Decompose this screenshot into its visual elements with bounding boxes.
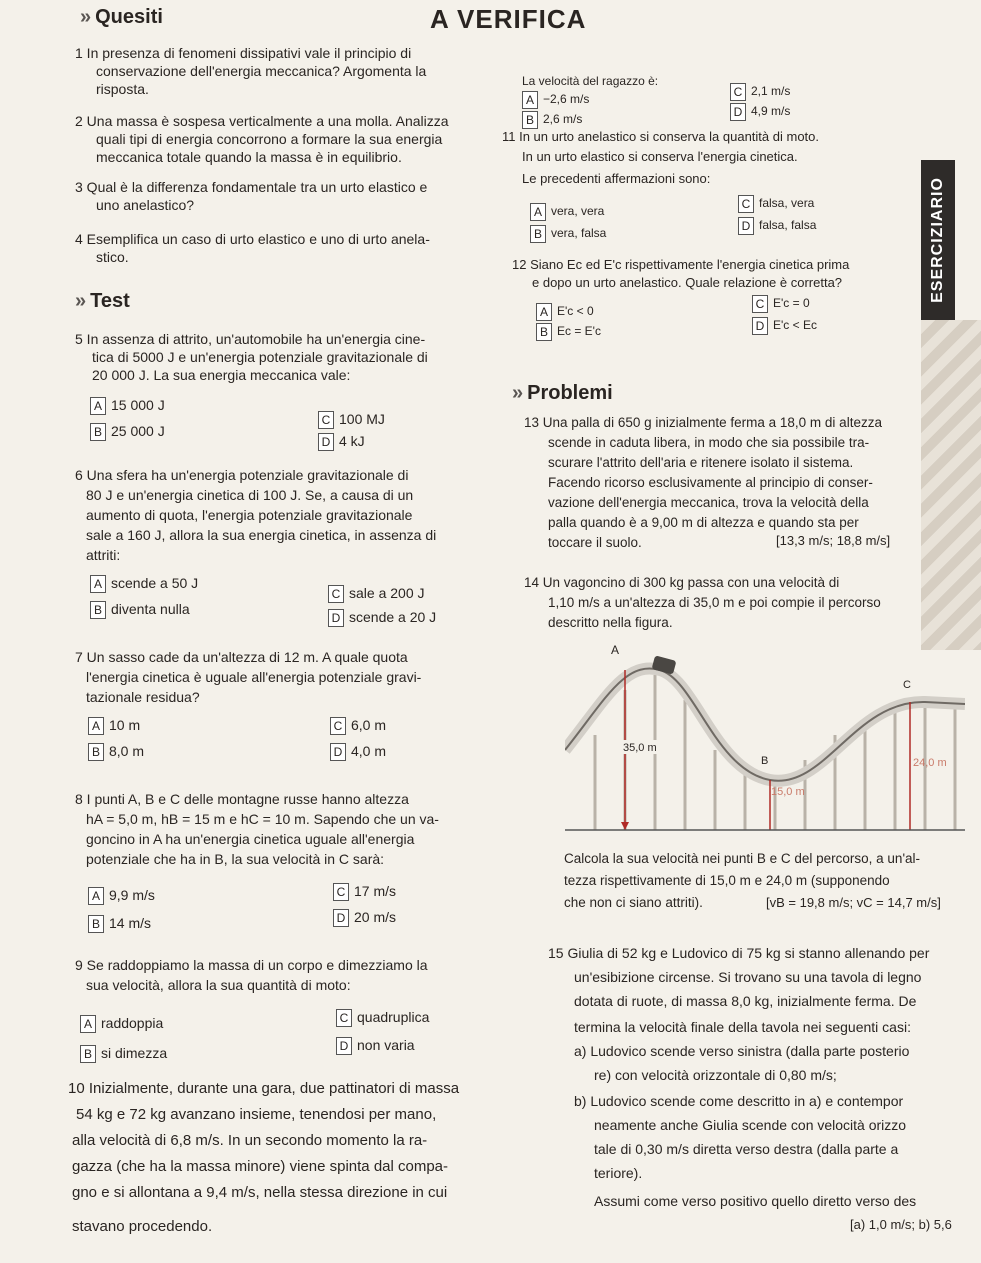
q10-line: alla velocità di 6,8 m/s. In un secondo momento la ra- <box>72 1132 428 1149</box>
q12-option-a[interactable]: A E'c < 0 <box>536 302 594 321</box>
q9-line: sua velocità, allora la sua quantità di moto: <box>86 977 351 993</box>
point-a-label: A <box>611 643 620 657</box>
q14-line: 14 Un vagoncino di 300 kg passa con una velocità di <box>524 575 840 590</box>
q8-line: goncino in A ha un'energia cinetica uguale all'energia <box>86 831 415 847</box>
q6-option-d[interactable]: D scende a 20 J <box>328 608 436 627</box>
q10-line: gno e si allontana a 9,4 m/s, nella stessa direzione in cui <box>72 1184 448 1201</box>
q8-option-b[interactable]: B 14 m/s <box>88 914 151 933</box>
q13-line: toccare il suolo. <box>548 535 642 550</box>
option-text: 17 m/s <box>354 883 397 899</box>
q8-line: hA = 5,0 m, hB = 15 m e hC = 10 m. Sapendo che un va- <box>86 811 439 827</box>
option-text: 9,9 m/s <box>109 887 155 903</box>
q5-option-b[interactable]: B 25 000 J <box>90 422 165 441</box>
q11-line: 11 In un urto anelastico si conserva la quantità di moto. <box>502 129 820 144</box>
q6-line: 80 J e un'energia cinetica di 100 J. Se, a causa di un <box>86 487 414 503</box>
q7-option-a[interactable]: A 10 m <box>88 716 140 735</box>
q7-option-c[interactable]: C 6,0 m <box>330 716 386 735</box>
q15-line: a) Ludovico scende verso sinistra (dalla parte posterio <box>574 1043 910 1059</box>
test-header: » Test <box>75 290 130 312</box>
q11-line: In un urto elastico si conserva l'energia cinetica. <box>522 149 798 164</box>
q12-option-c[interactable]: C E'c = 0 <box>752 294 810 313</box>
q14-line: descritto nella figura. <box>548 615 673 630</box>
height-label-a: 35,0 m <box>623 742 657 754</box>
quesiti-header: » Quesiti <box>80 6 163 28</box>
q7-line: l'energia cinetica è uguale all'energia potenziale gravi- <box>86 669 422 685</box>
q3-line: uno anelastico? <box>96 197 195 213</box>
q10-line: stavano procedendo. <box>72 1218 213 1235</box>
q10-option-d[interactable]: D 4,9 m/s <box>730 102 790 121</box>
q15-line: teriore). <box>594 1165 643 1181</box>
q10-line: gazza (che ha la massa minore) viene spinta dal compa- <box>72 1158 449 1175</box>
height-label-b: 15,0 m <box>771 786 805 798</box>
q7-option-d[interactable]: D 4,0 m <box>330 742 386 761</box>
q13-line: 13 Una palla di 650 g inizialmente ferma a 18,0 m di altezza <box>524 415 882 430</box>
q8-option-c[interactable]: C 17 m/s <box>333 882 396 901</box>
q12-option-b[interactable]: B Ec = E'c <box>536 322 601 341</box>
option-text: −2,6 m/s <box>543 92 590 106</box>
option-text: scende a 20 J <box>349 609 437 625</box>
option-text: vera, vera <box>551 204 605 218</box>
q15-line: Assumi come verso positivo quello diretto verso des <box>594 1193 917 1209</box>
q9-option-b[interactable]: B si dimezza <box>80 1044 167 1063</box>
option-text: 2,6 m/s <box>543 112 583 126</box>
q1-line: 1 In presenza di fenomeni dissipativi vale il principio di <box>75 45 412 61</box>
option-text: 4,0 m <box>351 743 387 759</box>
roller-coaster-figure <box>565 640 965 840</box>
option-text: 6,0 m <box>351 717 387 733</box>
q14-line: Calcola la sua velocità nei punti B e C del percorso, a un'al- <box>564 851 921 866</box>
q6-line: aumento di quota, l'energia potenziale gravitazionale <box>86 507 413 523</box>
problemi-label: Problemi <box>527 382 613 404</box>
option-text: 100 MJ <box>339 411 385 427</box>
q15-line: termina la velocità finale della tavola nei seguenti casi: <box>574 1019 911 1035</box>
page-top-title: A VERIFICA <box>430 4 587 34</box>
q2-line: meccanica totale quando la massa è in equilibrio. <box>96 149 402 165</box>
q2-line: 2 Una massa è sospesa verticalmente a una molla. Analizza <box>75 113 449 129</box>
point-b-label: B <box>761 755 769 767</box>
q15-answer: [a) 1,0 m/s; b) 5,6 <box>850 1217 952 1232</box>
option-text: Ec = E'c <box>557 324 601 338</box>
test-label: Test <box>90 290 130 312</box>
q6-option-c[interactable]: C sale a 200 J <box>328 584 425 603</box>
q11-option-d[interactable]: D falsa, falsa <box>738 216 816 235</box>
q14-line: che non ci siano attriti). <box>564 895 703 910</box>
q5-option-c[interactable]: C 100 MJ <box>318 410 385 429</box>
q9-option-a[interactable]: A raddoppia <box>80 1014 163 1033</box>
q11-line: Le precedenti affermazioni sono: <box>522 171 711 186</box>
option-text: E'c = 0 <box>773 296 810 310</box>
point-c-label: C <box>903 679 911 691</box>
q9-option-c[interactable]: C quadruplica <box>336 1008 429 1027</box>
q11-option-c[interactable]: C falsa, vera <box>738 194 814 213</box>
option-text: si dimezza <box>101 1045 168 1061</box>
q15-line: tale di 0,30 m/s diretta verso destra (dalla parte a <box>594 1141 899 1157</box>
option-text: falsa, vera <box>759 196 815 210</box>
q1-line: conservazione dell'energia meccanica? Argomenta la <box>96 63 427 79</box>
q1-line: risposta. <box>96 81 149 97</box>
q12-line: e dopo un urto anelastico. Quale relazione è corretta? <box>532 275 843 290</box>
q10-option-c[interactable]: C 2,1 m/s <box>730 82 790 101</box>
option-text: 4 kJ <box>339 433 365 449</box>
q4-line: stico. <box>96 249 129 265</box>
q8-line: 8 I punti A, B e C delle montagne russe hanno altezza <box>75 791 409 807</box>
option-text: 14 m/s <box>109 915 152 931</box>
q10-line: 54 kg e 72 kg avanzano insieme, tenendosi per mano, <box>76 1106 437 1123</box>
q6-option-a[interactable]: A scende a 50 J <box>90 574 198 593</box>
q7-option-b[interactable]: B 8,0 m <box>88 742 144 761</box>
q12-line: 12 Siano Ec ed E'c rispettivamente l'energia cinetica prima <box>512 257 850 272</box>
option-text: 15 000 J <box>111 397 165 413</box>
q10-tail: La velocità del ragazzo è: <box>522 74 659 88</box>
q11-option-b[interactable]: B vera, falsa <box>530 224 606 243</box>
option-text: 10 m <box>109 717 141 733</box>
q13-line: scende in caduta libera, in modo che sia possibile tra- <box>548 435 870 450</box>
option-text: scende a 50 J <box>111 575 199 591</box>
q7-line: tazionale residua? <box>86 689 200 705</box>
q13-line: vazione dell'energia meccanica, trova la velocità della <box>548 495 869 510</box>
q8-option-a[interactable]: A 9,9 m/s <box>88 886 155 905</box>
q13-line: palla quando è a 9,00 m di altezza e quando sta per <box>548 515 859 530</box>
eserciziario-ribbon <box>921 160 955 320</box>
q3-line: 3 Qual è la differenza fondamentale tra un urto elastico e <box>75 179 428 195</box>
q6-line: sale a 160 J, allora la sua energia cinetica, in assenza di <box>86 527 437 543</box>
problemi-header: » Problemi <box>512 382 613 404</box>
option-text: 2,1 m/s <box>751 84 791 98</box>
q5-option-d[interactable]: D 4 kJ <box>318 432 365 451</box>
q9-option-d[interactable]: D non varia <box>336 1036 415 1055</box>
q9-line: 9 Se raddoppiamo la massa di un corpo e dimezziamo la <box>75 957 428 973</box>
option-text: non varia <box>357 1037 415 1053</box>
q8-line: potenziale che ha in B, la sua velocità in C sarà: <box>86 851 385 867</box>
decorative-stripes <box>921 320 981 650</box>
q12-option-d[interactable]: D E'c < Ec <box>752 316 817 335</box>
option-text: 20 m/s <box>354 909 397 925</box>
option-text: E'c < Ec <box>773 318 817 332</box>
q5-option-a[interactable]: A 15 000 J <box>90 396 165 415</box>
q7-line: 7 Un sasso cade da un'altezza di 12 m. A quale quota <box>75 649 408 665</box>
q10-line: 10 Inizialmente, durante una gara, due pattinatori di massa <box>68 1080 460 1097</box>
option-text: diventa nulla <box>111 601 190 617</box>
q10-option-a[interactable]: A −2,6 m/s <box>522 90 589 109</box>
quesiti-label: Quesiti <box>95 6 163 28</box>
option-text: falsa, falsa <box>759 218 817 232</box>
q13-line: Facendo ricorso esclusivamente al principio di conser- <box>548 475 873 490</box>
option-text: vera, falsa <box>551 226 607 240</box>
q15-line: re) con velocità orizzontale di 0,80 m/s; <box>594 1067 837 1083</box>
q5-line: 5 In assenza di attrito, un'automobile ha un'energia cine- <box>75 331 426 347</box>
q6-line: 6 Una sfera ha un'energia potenziale gravitazionale di <box>75 467 409 483</box>
option-text: raddoppia <box>101 1015 164 1031</box>
q15-line: dotata di ruote, di massa 8,0 kg, inizialmente ferma. De <box>574 993 917 1009</box>
option-text: 4,9 m/s <box>751 104 791 118</box>
q14-answer: [vB = 19,8 m/s; vC = 14,7 m/s] <box>766 895 941 910</box>
ribbon-label: ESERCIZIARIO <box>929 177 946 303</box>
q13-answer: [13,3 m/s; 18,8 m/s] <box>776 533 891 548</box>
q15-line: b) Ludovico scende come descritto in a) e contempor <box>574 1093 904 1109</box>
option-text: sale a 200 J <box>349 585 425 601</box>
q14-line: tezza rispettivamente di 15,0 m e 24,0 m (supponendo <box>564 873 890 888</box>
q6-line: attriti: <box>86 547 121 563</box>
q4-line: 4 Esemplifica un caso di urto elastico e uno di urto anela- <box>75 231 430 247</box>
option-text: quadruplica <box>357 1009 430 1025</box>
q15-line: neamente anche Giulia scende con velocità orizzo <box>594 1117 907 1133</box>
q15-line: 15 Giulia di 52 kg e Ludovico di 75 kg si stanno allenando per <box>548 945 930 961</box>
q5-line: tica di 5000 J e un'energia potenziale gravitazionale di <box>92 349 428 365</box>
q13-line: scurare l'attrito dell'aria e ritenere isolato il sistema. <box>548 455 854 470</box>
option-text: 25 000 J <box>111 423 165 439</box>
q8-option-d[interactable]: D 20 m/s <box>333 908 396 927</box>
q6-option-b[interactable]: B diventa nulla <box>90 600 190 619</box>
option-text: E'c < 0 <box>557 304 594 318</box>
q10-option-b[interactable]: B 2,6 m/s <box>522 110 582 129</box>
q2-line: quali tipi di energia concorrono a formare la sua energia <box>96 131 443 147</box>
q15-line: un'esibizione circense. Si trovano su una tavola di legno <box>574 969 922 985</box>
option-text: 8,0 m <box>109 743 145 759</box>
q11-option-a[interactable]: A vera, vera <box>530 202 604 221</box>
q5-line: 20 000 J. La sua energia meccanica vale: <box>92 367 351 383</box>
height-label-c: 24,0 m <box>913 757 947 769</box>
q14-line: 1,10 m/s a un'altezza di 35,0 m e poi compie il percorso <box>548 595 881 610</box>
